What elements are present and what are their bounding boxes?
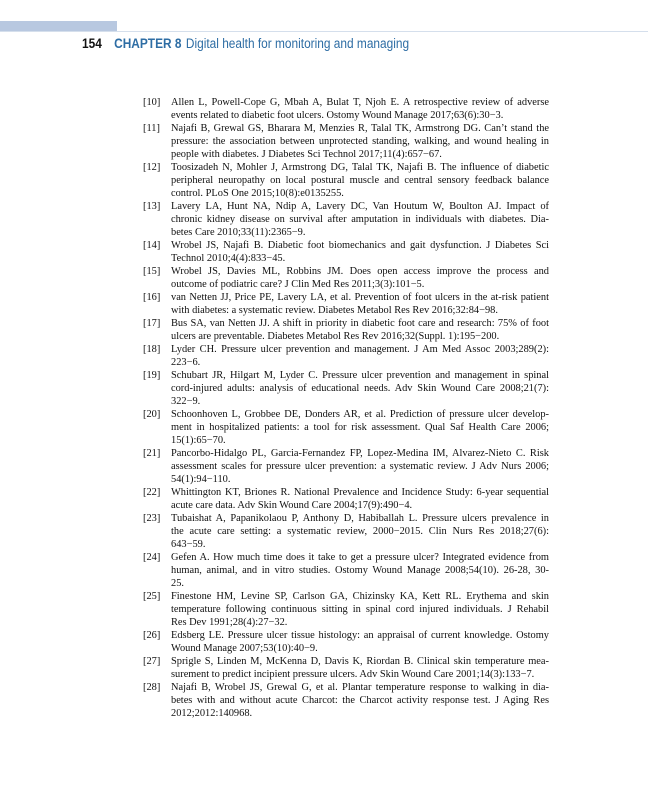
chapter-label: CHAPTER 8 — [114, 36, 182, 51]
reference-number: [27] — [143, 656, 161, 667]
reference-line: Gefen A. How much time does it take to get a pressure ulcer? Integrated evidence from — [171, 552, 549, 563]
reference-item — [143, 161, 549, 200]
reference-line: ulcers are preventable. Diabetes Metabol Res Rev 2016;32(Suppl. 1):195−200. — [171, 331, 500, 342]
reference-line: Wrobel JS, Davies ML, Robbins JM. Does open access improve the process and — [171, 266, 549, 277]
reference-number: [21] — [143, 448, 161, 459]
reference-item — [143, 590, 549, 629]
reference-line: with diabetes: a systematic review. Diabetes Metabol Res Rev 2016;32:84−98. — [171, 305, 498, 316]
reference-line: Wrobel JS, Najafi B. Diabetic foot biomechanics and gait dysfunction. J Diabetes Sci — [171, 240, 549, 251]
reference-item — [143, 486, 549, 512]
reference-line: chronic kidney disease on survival after amputation in individuals with diabetes. Dia- — [171, 214, 549, 225]
reference-number: [24] — [143, 552, 161, 563]
reference-item — [143, 408, 549, 447]
reference-line: Toosizadeh N, Mohler J, Armstrong DG, Talal TK, Najafi B. The influence of diabetic — [171, 162, 549, 173]
reference-line: pressure: the association between unprotected standing, walking, and wound healing in — [171, 136, 549, 147]
reference-number: [10] — [143, 97, 161, 108]
reference-line: 54(1):94−110. — [171, 474, 231, 485]
reference-list — [143, 96, 549, 720]
reference-line: Schubart JR, Hilgart M, Lyder C. Pressure ulcer prevention and management in spinal — [171, 370, 549, 381]
reference-line: Technol 2010;4(4):833−45. — [171, 253, 286, 264]
reference-line: human, animal, and in vitro studies. Ostomy Wound Manage 2008;54(10). 26-28, 30- — [171, 565, 549, 576]
reference-number: [14] — [143, 240, 161, 251]
reference-line: Allen L, Powell-Cope G, Mbah A, Bulat T, Njoh E. A retrospective review of adverse — [171, 97, 549, 108]
reference-item — [143, 239, 549, 265]
reference-line: temperature following continuous sitting in spinal cord injured individuals. J Rehabil — [171, 604, 549, 615]
header-accent-bar — [0, 21, 117, 31]
reference-line: Finestone HM, Levine SP, Carlson GA, Chizinsky KA, Kett RL. Erythema and skin — [171, 591, 549, 602]
running-header — [82, 36, 409, 51]
reference-line: Lyder CH. Pressure ulcer prevention and management. J Am Med Assoc 2003;289(2): — [171, 344, 549, 355]
reference-item — [143, 447, 549, 486]
reference-line: Sprigle S, Linden M, McKenna D, Davis K, Riordan B. Clinical skin temperature mea- — [171, 656, 549, 667]
reference-line: acute care data. Adv Skin Wound Care 2004;17(9):490−4. — [171, 500, 413, 511]
reference-item — [143, 369, 549, 408]
reference-number: [12] — [143, 162, 161, 173]
reference-item — [143, 512, 549, 551]
reference-line: van Netten JJ, Price PE, Lavery LA, et al. Prevention of foot ulcers in the at-risk patient — [171, 292, 549, 303]
reference-line: Edsberg LE. Pressure ulcer tissue histology: an appraisal of current knowledge. Ostomy — [171, 630, 549, 641]
reference-line: people with diabetes. J Diabetes Sci Technol 2017;11(4):657−67. — [171, 149, 442, 160]
reference-line: Bus SA, van Netten JJ. A shift in priority in diabetic foot care and research: 75% of foot — [171, 318, 549, 329]
reference-item — [143, 265, 549, 291]
reference-line: betes with and without acute Charcot: the Charcot activity response test. J Aging Res — [171, 695, 549, 706]
reference-item — [143, 655, 549, 681]
reference-item — [143, 291, 549, 317]
reference-line: surement to predict incipient pressure ulcers. Adv Skin Wound Care 2001;14(3):133−7. — [171, 669, 535, 680]
reference-line: 25. — [171, 578, 184, 589]
reference-item — [143, 200, 549, 239]
reference-line: Najafi B, Wrobel JS, Grewal G, et al. Plantar temperature response to walking in dia- — [171, 682, 549, 693]
reference-number: [17] — [143, 318, 161, 329]
reference-line: 643−59. — [171, 539, 206, 550]
reference-number: [26] — [143, 630, 161, 641]
reference-line: events related to diabetic foot ulcers. Ostomy Wound Manage 2017;63(6):30−3. — [171, 110, 504, 121]
reference-line: the acute care setting: a systematic review, 2000−2015. Clin Nurs Res 2018;27(6): — [171, 526, 549, 537]
reference-number: [20] — [143, 409, 161, 420]
reference-item — [143, 681, 549, 720]
reference-number: [16] — [143, 292, 161, 303]
reference-line: Res Dev 1991;28(4):27−32. — [171, 617, 288, 628]
reference-item — [143, 122, 549, 161]
page-number: 154 — [82, 36, 102, 51]
reference-line: 2012;2012:140968. — [171, 708, 253, 719]
reference-item — [143, 343, 549, 369]
reference-number: [13] — [143, 201, 161, 212]
reference-item — [143, 317, 549, 343]
reference-number: [25] — [143, 591, 161, 602]
reference-line: control. PLoS One 2015;10(8):e0135255. — [171, 188, 344, 199]
header-rule — [0, 31, 648, 32]
reference-line: Najafi B, Grewal GS, Bharara M, Menzies R, Talal TK, Armstrong DG. Can’t stand the — [171, 123, 549, 134]
chapter-title: Digital health for monitoring and managing — [185, 36, 410, 51]
reference-line: 223−6. — [171, 357, 201, 368]
reference-line: Schoonhoven L, Grobbee DE, Donders AR, et al. Prediction of pressure ulcer develop- — [171, 409, 549, 420]
reference-number: [23] — [143, 513, 161, 524]
reference-number: [22] — [143, 487, 161, 498]
reference-line: 15(1):65−70. — [171, 435, 226, 446]
reference-number: [11] — [143, 123, 160, 134]
reference-item — [143, 96, 549, 122]
reference-number: [19] — [143, 370, 161, 381]
reference-line: outcome of podiatric care? J Clin Med Res 2011;3(3):101−5. — [171, 279, 425, 290]
reference-line: ment in hospitalized patients: a tool for risk assessment. Qual Saf Health Care 2006; — [171, 422, 549, 433]
reference-line: assessment scales for pressure ulcer prevention: a systematic review. J Adv Nurs 2006; — [171, 461, 549, 472]
reference-number: [15] — [143, 266, 161, 277]
reference-number: [28] — [143, 682, 161, 693]
reference-line: 322−9. — [171, 396, 201, 407]
reference-line: Lavery LA, Hunt NA, Ndip A, Lavery DC, Van Houtum W, Boulton AJ. Impact of — [171, 201, 549, 212]
reference-number: [18] — [143, 344, 161, 355]
reference-item — [143, 629, 549, 655]
reference-line: Pancorbo-Hidalgo PL, Garcia-Fernandez FP, Lopez-Medina IM, Alvarez-Nieto C. Risk — [171, 448, 549, 459]
reference-line: cord-injured adults: analysis of educational needs. Adv Skin Wound Care 2008;21(7): — [171, 383, 549, 394]
reference-line: Tubaishat A, Papanikolaou P, Anthony D, Habiballah L. Pressure ulcers prevalence in — [171, 513, 549, 524]
reference-line: Whittington KT, Briones R. National Prevalence and Incidence Study: 6-year sequential — [171, 487, 549, 498]
reference-item — [143, 551, 549, 590]
reference-line: Wound Manage 2007;53(10):40−9. — [171, 643, 318, 654]
reference-line: betes Care 2010;33(11):2365−9. — [171, 227, 306, 238]
reference-line: peripheral neuropathy on local postural muscle and central sensory feedback balance — [171, 175, 549, 186]
